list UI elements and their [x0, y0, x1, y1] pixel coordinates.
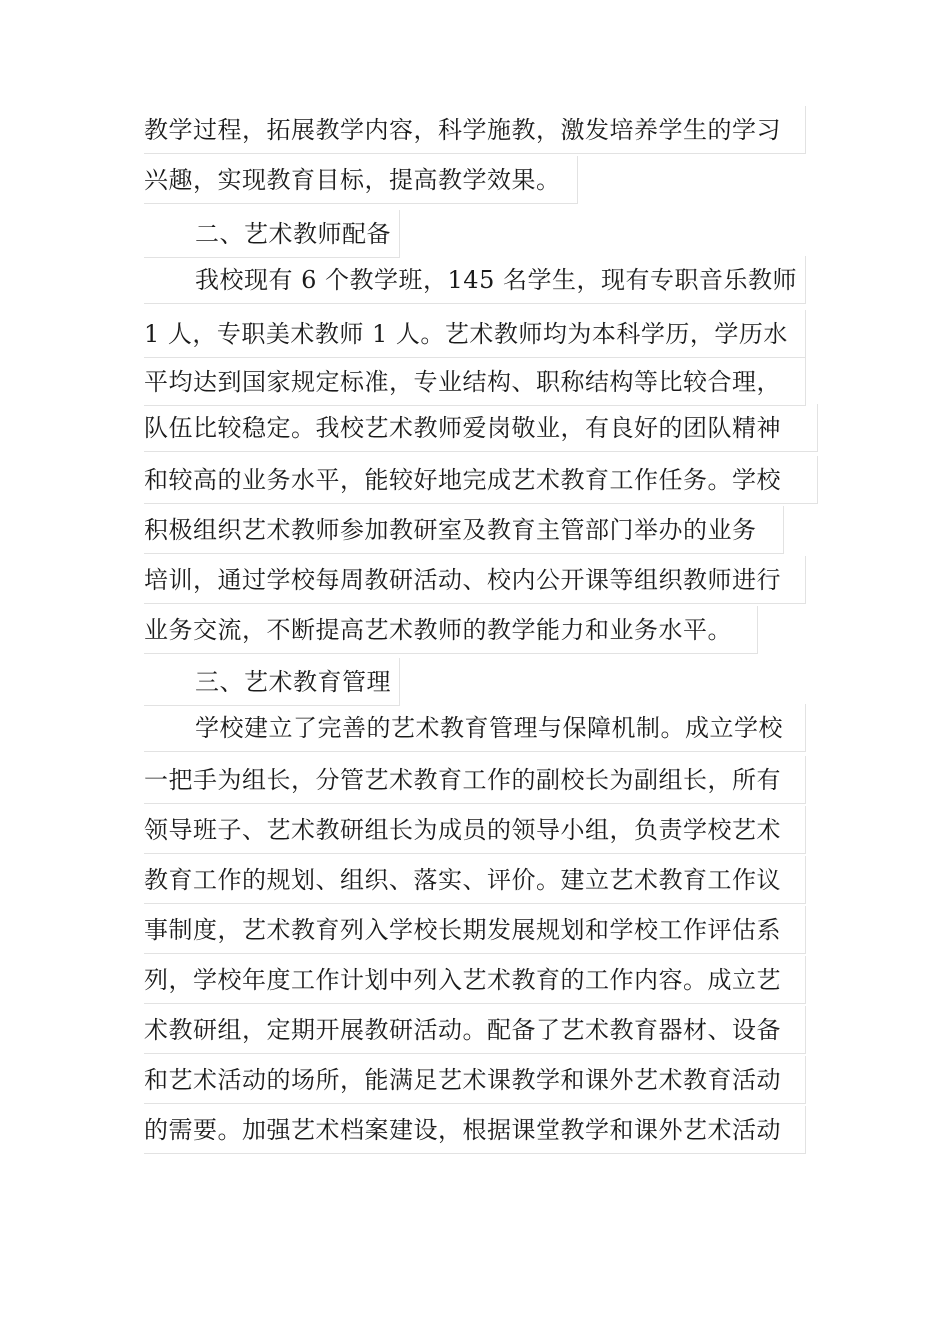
paragraph-line: 业务交流，不断提高艺术教师的教学能力和业务水平。 — [144, 606, 758, 654]
paragraph-line: 兴趣，实现教育目标，提高教学效果。 — [144, 156, 578, 204]
paragraph-line: 教学过程，拓展教学内容，科学施教，激发培养学生的学习 — [144, 106, 806, 154]
section-heading: 二、艺术教师配备 — [144, 210, 400, 258]
paragraph-line: 积极组织艺术教师参加教研室及教育主管部门举办的业务 — [144, 506, 784, 554]
paragraph-line: 事制度，艺术教育列入学校长期发展规划和学校工作评估系 — [144, 906, 806, 954]
paragraph-line: 领导班子、艺术教研组长为成员的领导小组，负责学校艺术 — [144, 806, 806, 854]
section-heading: 三、艺术教育管理 — [144, 658, 400, 706]
paragraph-line: 队伍比较稳定。我校艺术教师爱岗敬业，有良好的团队精神 — [144, 404, 818, 452]
paragraph-line: 平均达到国家规定标准，专业结构、职称结构等比较合理， — [144, 358, 806, 406]
paragraph-line: 学校建立了完善的艺术教育管理与保障机制。成立学校 — [144, 704, 806, 752]
paragraph-line: 1 人，专职美术教师 1 人。艺术教师均为本科学历，学历水 — [144, 310, 806, 358]
paragraph-line: 一把手为组长，分管艺术教育工作的副校长为副组长，所有 — [144, 756, 806, 804]
paragraph-line: 培训，通过学校每周教研活动、校内公开课等组织教师进行 — [144, 556, 806, 604]
paragraph-line: 和较高的业务水平，能较好地完成艺术教育工作任务。学校 — [144, 456, 818, 504]
paragraph-line: 和艺术活动的场所，能满足艺术课教学和课外艺术教育活动 — [144, 1056, 806, 1104]
paragraph-line: 术教研组，定期开展教研活动。配备了艺术教育器材、设备 — [144, 1006, 806, 1054]
paragraph-line: 的需要。加强艺术档案建设，根据课堂教学和课外艺术活动 — [144, 1106, 806, 1154]
paragraph-line: 教育工作的规划、组织、落实、评价。建立艺术教育工作议 — [144, 856, 806, 904]
paragraph-line: 列，学校年度工作计划中列入艺术教育的工作内容。成立艺 — [144, 956, 806, 1004]
paragraph-line: 我校现有 6 个教学班，145 名学生，现有专职音乐教师 — [144, 256, 806, 304]
